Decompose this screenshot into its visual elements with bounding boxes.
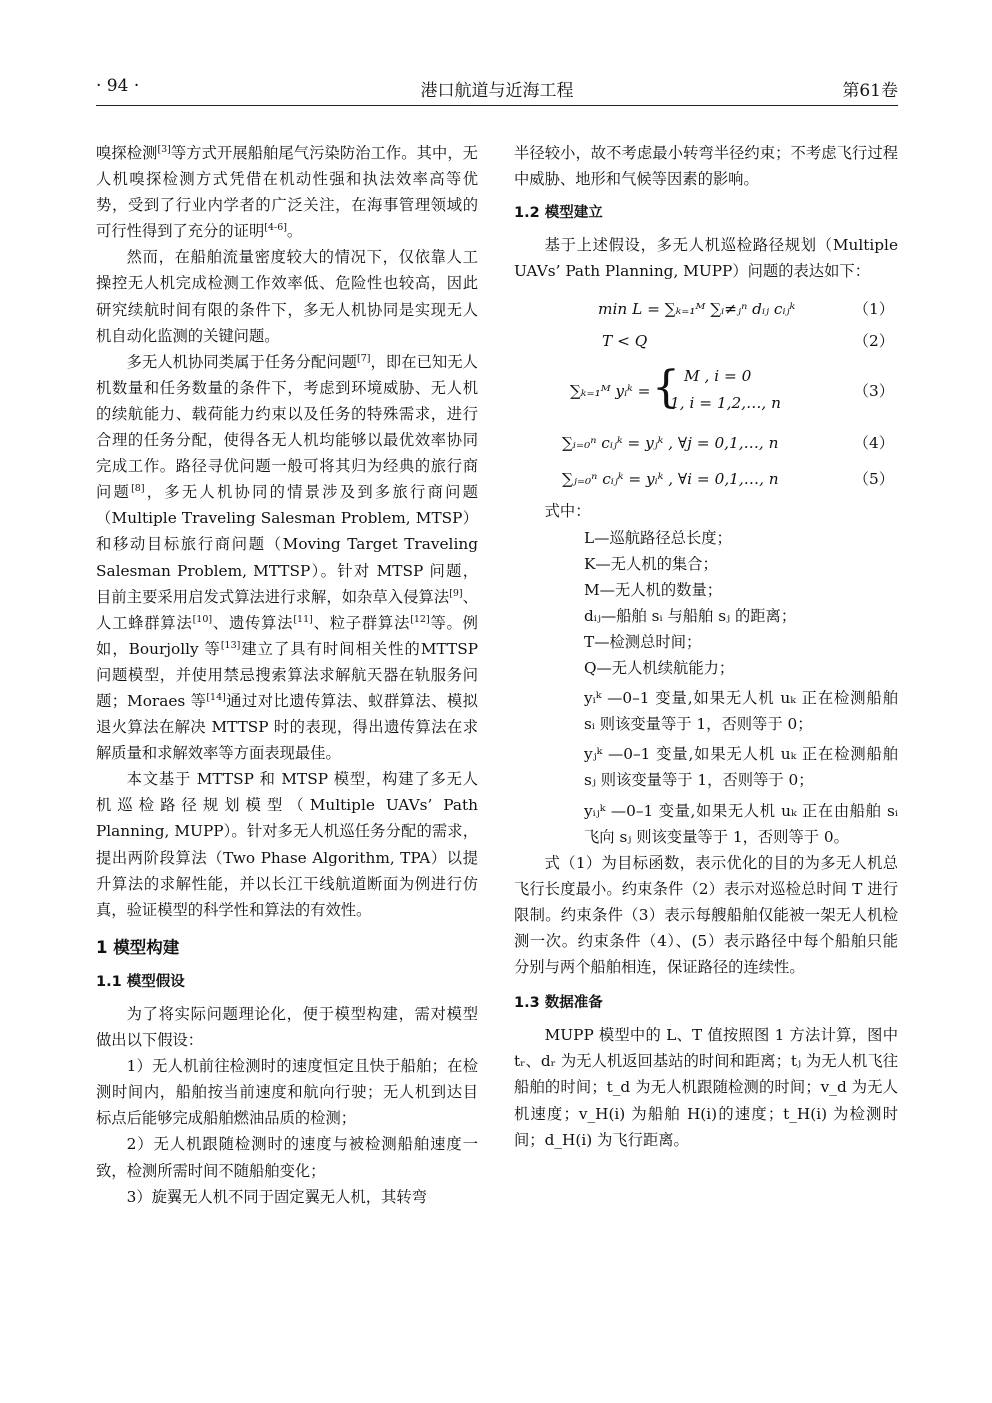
- assumption-2: 2）无人机跟随检测时的速度与被检测船舶速度一致，检测所需时间不随船舶变化；: [96, 1135, 478, 1180]
- variable-M: M—无人机的数量；: [584, 580, 723, 599]
- paragraph-1: 嗅探检测[3]等方式开展船舶尾气污染防治工作。其中，无人机嗅探检测方式凭借在机动性强和执法效率高等优势，受到了行业内学者的广泛关注，在海事管理领域的可行性得到了充分的证明[4-6]。: [96, 143, 478, 241]
- paragraph-3: 多无人机协同类属于任务分配问题[7]，即在已知无人机数量和任务数量的条件下，考虑到环境威胁、无人机的续航能力、载荷能力约束以及任务的特殊需求，进行合理的任务分配，使得各无人机均能够以最优效率协同完成工作。路径寻优问题一般可将其归为经典的旅行商问题[8]，多无人机协同的情景涉及到多旅行商问题（Multiple Traveling Salesman Problem, MTSP）和移动目标旅行商问题（Moving Target Traveling Salesman Problem, MTTSP）。针对 MTSP 问题，目前主要采用启发式算法进行求解，如杂草入侵算法[9]、人工蜂群算法[10]、遗传算法[11]、粒子群算法[12]等。例如，Bourjolly 等[13]建立了具有时间相关性的MTTSP 问题模型，并使用禁忌搜索算法求解航天器在轨服务问题；Moraes 等[14]通过对比遗传算法、蚁群算法、模拟退火算法在解决 MTTSP 时的表现，得出遗传算法在求解质量和求解效率等方面表现最佳。: [96, 352, 478, 763]
- section-heading-1: 1 模型构建: [96, 937, 180, 957]
- right-column: [514, 140, 898, 1153]
- equation-5: ∑ⱼ₌₀ⁿ cᵢⱼᵏ = yᵢᵏ , ∀i = 0,1,…, n （5）: [562, 470, 894, 489]
- variable-y-i: yᵢᵏ —0–1 变量,如果无人机 uₖ 正在检测船舶 sᵢ 则该变量等于 1，否则等于 0；: [584, 689, 898, 734]
- assumption-1: 1）无人机前往检测时的速度恒定且快于船舶；在检测时间内，船舶按当前速度和航向行驶；无人机到达目标点后能够完成船舶燃油品质的检测；: [96, 1057, 478, 1128]
- paragraph-r1: 半径较小，故不考虑最小转弯半径约束；不考虑飞行过程中威胁、地形和气候等因素的影响。: [514, 144, 898, 189]
- variable-Q: Q—无人机续航能力；: [584, 659, 735, 678]
- variable-L: L—巡航路径总长度；: [584, 528, 732, 547]
- variable-y-ij: yᵢⱼᵏ —0–1 变量,如果无人机 uₖ 正在由船舶 sᵢ 飞向 sⱼ 则该变量等于 1，否则等于 0。: [584, 801, 898, 846]
- where-label: 式中：: [544, 502, 591, 521]
- paragraph-r4: MUPP 模型中的 L、T 值按照图 1 方法计算，图中 tᵣ、dᵣ 为无人机返回基站的时间和距离；tⱼ 为无人机飞往船舶的时间；t_d 为无人机跟随检测的时间；v_d 为无人机速度；v_H(i) 为船舶 H(i)的速度；t_H(i) 为检测时间；d_H(i) 为飞行距离。: [514, 1026, 898, 1149]
- paragraph-r3: 式（1）为目标函数，表示优化的目的为多无人机总飞行长度最小。约束条件（2）表示对巡检总时间 T 进行限制。约束条件（3）表示每艘船舶仅能被一架无人机检测一次。约束条件（4）、(5）表示路径中每个船舶只能分别与两个船舶相连，保证路径的连续性。: [514, 853, 898, 977]
- variable-T: T—检测总时间；: [584, 632, 702, 651]
- volume-label: 第61卷: [842, 81, 898, 101]
- section-heading-1-3: 1.3 数据准备: [514, 995, 603, 1012]
- paragraph-r2: 基于上述假设，多无人机巡检路径规划（Multiple UAVs’ Path Planning, MUPP）问题的表达如下：: [514, 236, 898, 281]
- paragraph-2: 然而，在船舶流量密度较大的情况下，仅依靠人工操控无人机完成检测工作效率低、危险性也较高，因此研究续航时间有限的条件下，多无人机协同是实现无人机自动化监测的关键问题。: [96, 248, 478, 345]
- equation-3: ∑ₖ₌₁ᴹ yᵢᵏ = { M , i = 0 1, i = 1,2,…, n （3）: [570, 362, 894, 414]
- page-header: [96, 72, 898, 100]
- section-heading-1-2: 1.2 模型建立: [514, 205, 603, 222]
- assumption-3: 3）旋翼无人机不同于固定翼无人机，其转弯: [126, 1187, 427, 1206]
- journal-title: 港口航道与近海工程: [420, 81, 574, 101]
- variable-d: dᵢⱼ—船舶 sᵢ 与船舶 sⱼ 的距离；: [584, 606, 797, 625]
- equation-2: T < Q （2）: [602, 332, 894, 351]
- equation-4: ∑ᵢ₌₀ⁿ cᵢⱼᵏ = yⱼᵏ , ∀j = 0,1,…, n （4）: [562, 434, 894, 453]
- page-number: · 94 ·: [96, 76, 140, 96]
- variable-y-j: yⱼᵏ —0–1 变量,如果无人机 uₖ 正在检测船舶 sⱼ 则该变量等于 1，否则等于 0；: [584, 745, 898, 790]
- equation-1: min L = ∑ₖ₌₁ᴹ ∑ᵢ≠ⱼⁿ dᵢⱼ cᵢⱼᵏ （1）: [598, 300, 894, 319]
- header-rule: [96, 105, 898, 106]
- left-column: [96, 140, 478, 1210]
- variable-K: K—无人机的集合；: [584, 554, 718, 573]
- paragraph-5: 为了将实际问题理论化，便于模型构建，需对模型做出以下假设：: [96, 1005, 478, 1050]
- section-heading-1-1: 1.1 模型假设: [96, 973, 185, 990]
- paragraph-4: 本文基于 MTTSP 和 MTSP 模型，构建了多无人机巡检路径规划模型（Multiple UAVs’ Path Planning, MUPP）。针对多无人机巡任务分配的需求，提出两阶段算法（Two Phase Algorithm, TPA）以提升算法的求解性能，并以长江干线航道断面为例进行仿真，验证模型的科学性和算法的有效性。: [96, 770, 478, 919]
